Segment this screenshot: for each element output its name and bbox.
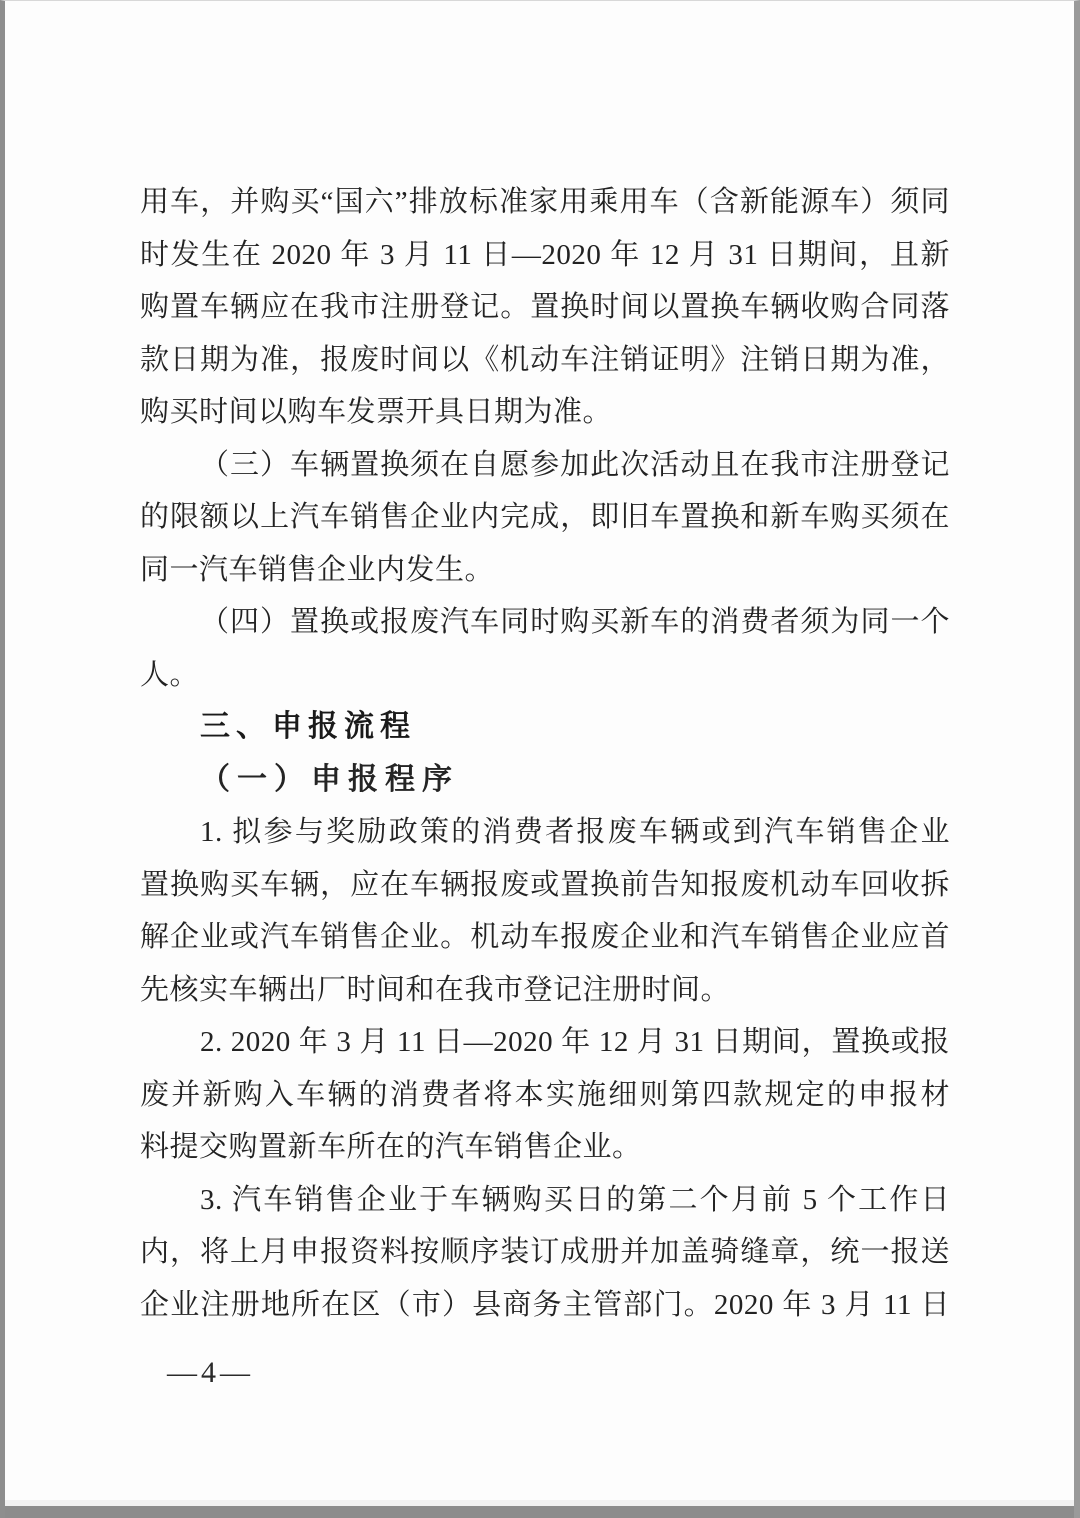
subsection-heading [140,754,950,807]
text-line: 款日期为准，报废时间以《机动车注销证明》注销日期为准， [140,343,950,376]
document-body [140,176,950,1331]
page-bottom-edge-shadow [5,1506,1074,1518]
text-line: 企业注册地所在区（市）县商务主管部门。2020 年 3 月 11 日 [140,1288,950,1321]
text-line: 先核实车辆出厂时间和在我市登记注册时间。 [140,973,731,1006]
text-line: 2. 2020 年 3 月 11 日—2020 年 12 月 31 日期间，置换或报 [200,1026,950,1058]
page-number: —4— [167,1356,254,1389]
text-line: 解企业或汽车销售企业。机动车报废企业和汽车销售企业应首 [140,921,950,953]
text-line: （四）置换或报废汽车同时购买新车的消费者须为同一个 [200,606,950,638]
page-footer [167,1353,254,1393]
text-line: 购买时间以购车发票开具日期为准。 [140,396,613,428]
text-line: 的限额以上汽车销售企业内完成，即旧车置换和新车购买须在 [140,501,950,533]
text-line: 同一汽车销售企业内发生。 [140,553,495,586]
text-line: 废并新购入车辆的消费者将本实施细则第四款规定的申报材 [140,1078,950,1111]
text-line: 料提交购置新车所在的汽车销售企业。 [140,1131,642,1163]
text-line: 1. 拟参与奖励政策的消费者报废车辆或到汽车销售企业 [200,816,950,848]
text-line: 三、申报流程 [200,709,416,744]
section-heading [140,701,950,754]
text-line: （三）车辆置换须在自愿参加此次活动且在我市注册登记 [200,448,950,481]
paragraph [140,596,950,701]
text-line: 时发生在 2020 年 3 月 11 日—2020 年 12 月 31 日期间，且新 [140,238,950,271]
paragraph [140,439,950,597]
text-line: 用车，并购买“国六”排放标准家用乘用车（含新能源车）须同 [140,186,950,218]
paragraph [140,1174,950,1332]
paragraph [140,176,950,439]
text-line: 3. 汽车销售企业于车辆购买日的第二个月前 5 个工作日 [200,1183,950,1216]
text-line: 人。 [140,658,200,691]
text-line: 购置车辆应在我市注册登记。置换时间以置换车辆收购合同落 [140,291,950,323]
paragraph [140,1016,950,1174]
paragraph [140,806,950,1016]
text-line: （一）申报程序 [200,762,459,796]
text-line: 置换购买车辆，应在车辆报废或置换前告知报废机动车回收拆 [140,868,950,901]
text-line: 内，将上月申报资料按顺序装订成册并加盖骑缝章，统一报送 [140,1236,950,1268]
